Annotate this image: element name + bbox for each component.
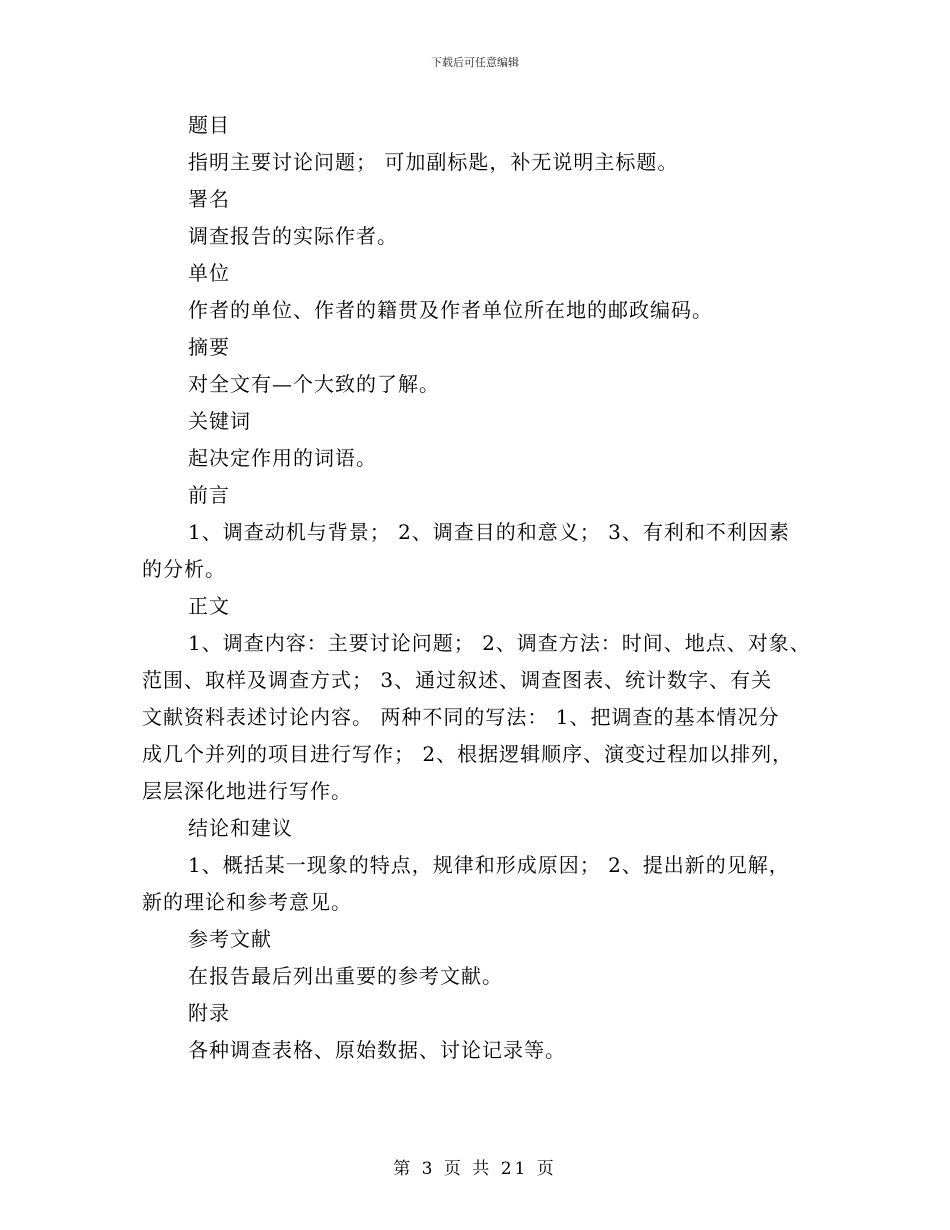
text-line: 的分析。 <box>142 557 226 581</box>
text-line: 题目 <box>188 113 230 137</box>
text-line: 正文 <box>188 594 230 618</box>
text-line: 各种调查表格、原始数据、讨论记录等。 <box>188 1038 566 1062</box>
text-line: 附录 <box>188 1001 230 1025</box>
text-line: 前言 <box>188 483 230 507</box>
text-line: 结论和建议 <box>188 816 293 840</box>
text-line: 摘要 <box>188 335 230 359</box>
text-line: 范围、取样及调查方式； 3、通过叙述、调查图表、统计数字、有关 <box>142 668 773 692</box>
text-line: 作者的单位、作者的籍贯及作者单位所在地的邮政编码。 <box>188 298 713 322</box>
text-line: 成几个并列的项目进行写作； 2、根据逻辑顺序、演变过程加以排列， <box>142 742 794 766</box>
text-line: 1、概括某一现象的特点，规律和形成原因； 2、提出新的见解， <box>188 853 790 877</box>
text-line: 署名 <box>188 187 230 211</box>
document-body <box>142 110 832 1072</box>
text-line: 1、调查动机与背景； 2、调查目的和意义； 3、有利和不利因素 <box>188 520 790 544</box>
text-line: 层层深化地进行写作。 <box>142 779 352 803</box>
text-line: 调查报告的实际作者。 <box>188 224 398 248</box>
text-line: 1、调查内容：主要讨论问题； 2、调查方法：时间、地点、对象、 <box>188 631 811 655</box>
text-line: 新的理论和参考意见。 <box>142 890 352 914</box>
text-line: 文献资料表述讨论内容。 两种不同的写法： 1、把调查的基本情况分 <box>142 705 780 729</box>
text-line: 在报告最后列出重要的参考文献。 <box>188 964 503 988</box>
text-line: 单位 <box>188 261 230 285</box>
text-line: 参考文献 <box>188 927 272 951</box>
page-header: 下载后可任意编辑 <box>431 56 519 69</box>
text-line: 起决定作用的词语。 <box>188 446 377 470</box>
text-line: 对全文有—个大致的了解。 <box>188 372 440 396</box>
page-footer: 第 3 页 共 21 页 <box>393 1159 557 1179</box>
text-line: 关键词 <box>188 409 251 433</box>
text-line: 指明主要讨论问题； 可加副标匙，补无说明主标题。 <box>188 150 679 174</box>
